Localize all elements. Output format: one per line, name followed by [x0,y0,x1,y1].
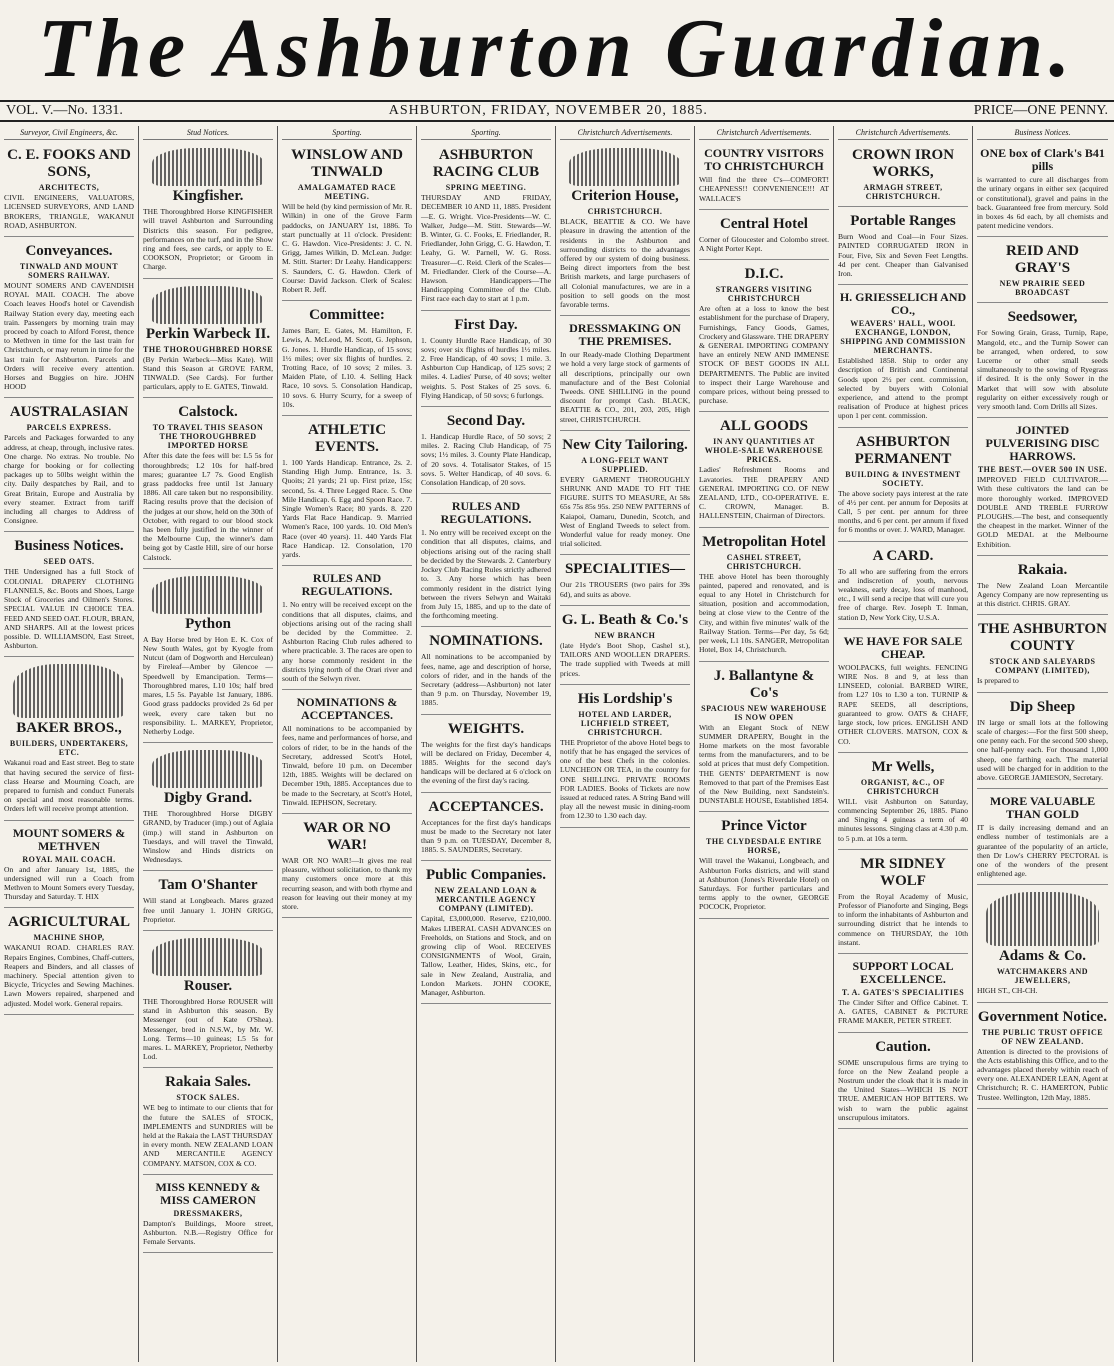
column-7 [834,126,973,1362]
ad-body: Will be held (by kind permission of Mr. R. Wilkin) in one of the Grove Farm paddocks, on JANUARY 1st, 1886. To start punctually at 11 o'clock. President: C. G. Hawdon. Vice-Presidents: J. C. N. Grigg, James Wilkin, D. McLean. Judge: M. Stitt. Starter: Dr Leahy. Handicappers: S. Saunders, C. G. Hawdon. Clerk of Course: David Jackson. Clerk of Scales: Robert R. Jeff. [282,202,412,295]
ad-title: New City Tailoring. [562,436,688,453]
column-header: Business Notices. [977,126,1108,140]
advertisement [560,143,690,316]
ad-body: For Sowing Grain, Grass, Turnip, Rape, Mangold, etc., and the Turnip Sower can be arranged, when ordered, to sow Lucerne or other small seeds simultaneously to the sowing of Ryegrass if desired. It is the only Sower in the Market that will sow with absolute regularity on either excessively rough or very smooth land. Corn Drills all Sizes. [977,328,1108,412]
advertisement [699,212,829,260]
ad-body: 1. No entry will be received except on the conditions that all disputes, claims, and objections arising out of the racing shall be decided by the Committee. 2. Ashburton Racing Club rules adhered to where practicable. 3. The races are open to any horse commonly resident in the districts lying north of the Orari river and south of the Selwyn river. [282,600,412,683]
ad-body: Ladies' Refreshment Rooms and Lavatories. THE DRAPERY AND GENERAL IMPORTING CO. OF NEW ZEALAND, LTD., CO-OPERATIVE. E. C. CROWN, Manager. B. HALLENSTEIN, Chairman of Directors. [699,465,829,521]
ad-body: 1. County Hurdle Race Handicap, of 30 sovs; over six flights of hurdles 1½ miles. 2. Free Handicap, of 40 sovs; 1 mile. 3. Ashburton Cup Handicap, of 125 sovs; 2 miles. 4. Ladies' Purse, of 40 sovs; welter weights. 5. Post Stakes of 25 sovs. 6. Flying Handicap, of 50 sovs; 6 furlongs. [421,335,551,400]
ad-title: Metropolitan Hotel [702,533,826,550]
ad-title: Business Notices. [14,538,124,555]
ad-body: Will find the three C's—COMFORT! CHEAPNESS!! CONVENIENCE!!! AT WALLACE'S [699,175,829,203]
ad-body: In our Ready-made Clothing Department we hold a very large stock of garments of all descriptions, principally our own manufacture and of the Best Colonial Tweeds. ONE SHILLING in the pound discount for prompt Cash. BLACK, BEATTIE & CO., 201, 203, 205, High street, CHRISTCHURCH. [560,350,690,424]
ad-subtitle: NEW ZEALAND LOAN & MERCANTILE AGENCY COMPANY (LIMITED). [434,886,538,914]
ad-title: WINSLOW AND TINWALD [291,147,403,181]
ad-body: is warranted to cure all discharges from the urinary organs in either sex (acquired or constitutional), gravel and pains in the back. Guaranteed free from mercury. Sold in boxes 4s 6d each, by all chemists and patent medicine vendors. [977,175,1108,231]
ad-body: WILL visit Ashburton on Saturday, commencing September 26, 1885. Piano and Singing 4 guineas a term of 40 minutes lessons. Singing class at 4.30 p.m. to 5 p.m. at 10s a term. [838,796,968,843]
ad-title: A CARD. [872,547,934,564]
advertisement [4,534,134,657]
masthead [0,0,1114,98]
ad-subtitle: CASHEL STREET, CHRISTCHURCH. [726,552,802,571]
advertisement [977,239,1108,303]
ad-body: Is prepared to [977,676,1019,686]
ad-title: Portable Ranges [850,213,956,230]
ad-body: The New Zealand Loan Mercantile Agency Company are now representing us at this district. CHRIS. GRAY. [977,580,1108,609]
ad-subtitle: AMALGAMATED RACE MEETING. [297,183,397,202]
ad-body: THE Undersigned has a full Stock of COLONIAL DRAPERY CLOTHING FLANNELS, &c. Boots and Shoes, Large Stock of Groceries and Oilmen's Stores. SPECIAL VALUE IN CHOICE TEA. FEED AND SEED OAT. FLOUR, BRAN, AND SHARPS. All at the lowest prices possible. D. WILLIAMSON, East Street, Ashburton. [4,567,134,651]
advertisement [838,852,968,954]
column-6 [695,126,834,1362]
engraving-illustration [152,148,264,186]
advertisement [421,795,551,862]
issue-date: ASHBURTON, FRIDAY, NOVEMBER 20, 1885. [388,103,708,118]
advertisement [282,568,412,690]
ad-body: WOOLPACKS, full weights. FENCING WIRE Nos. 8 and 9, at less than LINSEED, colonial. BARBED WIRE, from L27 10s to L30 a ton. TURNIP & RAPE SEEDS, all descriptions, guaranteed to grow. OATS & CHAFF, large stock, low prices. ENGLISH AND OTHER CLOVERS. MATSON, COX & CO. [838,662,968,746]
engraving-illustration [986,892,1099,946]
column-header: Sporting. [421,126,551,140]
ad-subtitle: ORGANIST, &C., OF CHRISTCHURCH [860,777,946,796]
advertisement [977,617,1108,692]
advertisement [282,303,412,416]
ad-subtitle: ARMAGH STREET, CHRISTCHURCH. [863,183,943,202]
ad-body: The Cinder Sifter and Office Cabinet. T. A. GATES, CABINET & PICTURE FRAME MAKER, PETER STREET. [838,997,968,1026]
advertisement [838,755,968,850]
advertisement [977,420,1108,556]
ad-title: WE HAVE FOR SALE CHEAP. [843,633,963,661]
advertisement [143,745,273,871]
ad-title: NOMINATIONS. [429,633,543,650]
advertisement [560,433,690,556]
ad-body: Parcels and Packages forwarded to any address, at cheap, through, inclusive rates. One charge. No extras. No trouble. No charge for booking or for collecting packages up to 50lbs weight within the city. Daily despatches by Rail, and to Great Britain, Europe and Australia by every steamer. Extract from tariff including all charges to Address of Consignee. [4,433,134,526]
ad-title: WAR OR NO WAR! [303,819,391,853]
ad-body: 1. 100 Yards Handicap. Entrance, 2s. 2. Standing High Jump. Entrance, 1s. 3. Quoits; 21 yards; 21 up. First prize, 15s; second, 5s. 4. Three Legged Race. 5. One Mile Handicap. 6. Egg and Spoon Race. 7. Single Women's Race; 80 yards. 8. 220 Yards Flat Race Handicap. 9. Married Women's Race, 100 yards. 10. Old Men's Race (over 40 years). 11. 440 Yards Flat Race Handicap. 12. Consolation, 170 yards. [282,458,412,560]
ad-title: C. E. FOOKS AND SONS, [7,147,131,181]
ad-body: On and after January 1st, 1885, the undersigned will run a Coach from Methven to Mount Somers every Tuesday, Thursday and Saturday. T. HIX [4,864,134,902]
ad-body: James Barr, E. Gates, M. Hamilton, F. Lewis, A. McLeod, M. Scott, G. Jephson, G. Jones. 1. Hurdle Handicap, of 15 sovs; 1½ miles; over six flights of hurdles. 2. Trotting Race, of 10 sovs; 2 miles. 3. Maiden Plate, of L10. 4. Selling Hack Race, 10 sovs. 5. Consolation Handicap, 10 sovs. 6. Hurry Scurry, for a sweep of 10s. [282,326,412,409]
advertisement [838,544,968,629]
ad-subtitle: NEW BRANCH [594,630,656,640]
ad-subtitle: WEAVERS' HALL, WOOL EXCHANGE, LONDON, SHIPPING AND COMMISSION MERCHANTS. [840,319,966,356]
ad-title: Rakaia Sales. [165,1074,251,1091]
ad-body: With an Elegant Stock of NEW SUMMER DRAPERY, Bought in the Home markets on the most favorable terms from the manufacturers, and to be sold at prices that must defy Competition. THE GENTS' DEPARTMENT is now Removed to that part of the Premises East of the New Building, next Sandstein's. DUNSTABLE HOUSE, Established 1854. [699,722,829,806]
ad-subtitle: CHRISTCHURCH. [587,207,663,217]
advertisement [421,629,551,714]
ad-title: MORE VALUABLE THAN GOLD [989,794,1096,822]
column-header: Christchurch Advertisements. [560,126,690,140]
engraving-illustration [152,576,264,614]
ad-title: Caution. [875,1038,931,1055]
advertisement [838,430,968,542]
ad-body: IMPROVED FIELD CULTIVATOR.—With these cultivators the land can be more thoroughly worked. IMPROVED DOUBLE AND TREBLE FURROW PLOUGHS.—The best, and consequently the cheapest in the market. Winner of the GOLD MEDAL at the Melbourne Exhibition. [977,475,1108,549]
advertisement [143,1070,273,1174]
ad-title: ACCEPTANCES. [428,798,544,815]
ad-title: MOUNT SOMERS & METHVEN [12,825,126,853]
advertisement [977,791,1108,885]
column-1 [0,126,139,1362]
ad-title: Second Day. [446,413,526,430]
column-2 [139,126,278,1362]
ad-body: Our 21s TROUSERS (two pairs for 39s 6d), and suits as above. [560,580,690,599]
ad-body: Capital, £3,000,000. Reserve, £210,000. Makes LIBERAL CASH ADVANCES on Freeholds, on Stations and Stock, and on growing clip of Wool. RECEIVES CONSIGNMENTS of Wool, Grain, Tallow, Leather, Hides, Skins, etc., for sale in New Zealand, Australia, and London Markets. JOHN COOKE, Manager, Ashburton. [421,914,551,997]
advertisement [977,887,1108,1002]
ad-subtitle: HOTEL AND LARDER, LICHFIELD STREET, CHRISTCHURCH. [578,709,672,737]
ad-subtitle: THE THOROUGHBRED HORSE [143,344,273,354]
advertisement [421,409,551,494]
ad-body: THURSDAY AND FRIDAY, DECEMBER 10 AND 11, 1885. President—E. G. Wright. Vice-Presidents—W. C. Walker, Judge—M. Stitt. Stewards—W. B. Winter, G. C. Fooks, E. Friedlander, R. Friedlander, John Grigg, C. G. Hawdon, T. Leahy, G. W. Parnell, W. G. Ross. Treasurer—C. Reid. Clerk of the Scales—M. Friedlander. Clerk of the Course—A. Hawson. Handicappers—The Handicapping Committee of the Club. First race each day to start at 1 p.m. [421,193,551,304]
ad-title: Dip Sheep [1009,698,1076,715]
ad-body: SOME unscrupulous firms are trying to force on the New Zealand people a Nostrum under the cloak that it is made in the United States—WHICH IS NOT TRUE. AMERICAN HOP BITTERS. We wish to warn the public against unscrupulous imitators. [838,1057,968,1122]
ad-title: WEIGHTS. [447,720,525,737]
engraving-illustration [13,664,125,718]
ad-title: NOMINATIONS & ACCEPTANCES. [296,695,398,723]
ad-body: From the Royal Academy of Music, Professor of Pianoforte and Singing, Begs to inform the inhabitants of Ashburton and surrounding district that he intends to commence on THURSDAY, the 10th instant. [838,891,968,947]
issue-price: PRICE—ONE PENNY. [973,103,1108,118]
ad-title: SPECIALITIES— [564,561,686,578]
ad-title: Rouser. [183,977,233,994]
ad-subtitle: T. A. GATES'S SPECIALITIES [841,987,965,997]
advertisement [421,143,551,310]
ad-title: His Lordship's [577,690,673,707]
ad-subtitle: NEW PRAIRIE SEED BROADCAST [999,279,1086,298]
ad-title: Perkin Warbeck II. [145,325,271,342]
ad-title: REID AND GRAY'S [1006,243,1079,277]
ad-title: BAKER BROS., [16,720,122,737]
ad-body: IT is daily increasing demand and an endless number of testimonials are a guarantee of the popularity of an article, then Dr Low's CHERRY PECTORAL is one of the wonders of the present enlightened age. [977,823,1108,879]
ad-subtitle: THE BEST.—OVER 500 IN USE. [977,465,1108,475]
ad-body: Will stand at Longbeach. Mares grazed free until January 1. JOHN GRIGG, Proprietor. [143,896,273,924]
ad-body: A Bay Horse bred by Hon E. K. Cox of New South Wales, got by Kyogle from Nutcut (dam of Dogworth and Herculean) by Fireleaf—Amber by Glencoe —Speedwell by Emancipation. Terms—Thoroughbred mares, L10 10s; half bred mares, L5 5s. Payable 1st January, 1886. Good grass paddocks provided 2s 6d per week, every care taken but no responsibility. L. MARKEY, Proprietor, Netherby Lodge. [143,634,273,736]
advertisement [838,956,968,1033]
ad-title: ASHBURTON RACING CLUB [432,147,540,181]
engraving-illustration [152,286,264,324]
ad-subtitle: PARCELS EXPRESS. [26,423,112,433]
advertisement [699,530,829,662]
column-4 [417,126,556,1362]
ad-subtitle: ROYAL MAIL COACH. [22,854,116,864]
ad-body: CIVIL ENGINEERS, VALUATORS, LICENSED SURVEYORS, AND LAND BROKERS, TRIANGLE, WAKANUI ROAD, ASHBURTON. [4,193,134,230]
ad-body: Dampton's Buildings, Moore street, Ashburton. N.B.—Registry Office for Female Servants. [143,1218,273,1247]
ad-body: WAKANUI ROAD. CHARLES RAY. Repairs Engines, Combines, Chaff-cutters, Reapers and Binders, and all classes of machinery. Special attention given to Bicycle, Tricycles and Sewing Machines. Lawn Mowers repaired, sharpened and adjusted. Model work. General repairs. [4,943,134,1008]
ad-body: WAR OR NO WAR!—It gives me real pleasure, without solicitation, to thank my many customers once more at this recurring season, and with both rhyme and reason for leaving out their money at my store. [282,855,412,911]
ad-title: Rakaia. [1017,561,1068,578]
dateline-bar [0,100,1114,122]
ad-subtitle: STOCK SALES. [176,1093,240,1103]
ad-title: CROWN IRON WORKS, [851,147,955,181]
advertisement [977,558,1108,616]
ad-subtitle: STOCK AND SALEYARDS COMPANY (LIMITED), [989,657,1096,676]
advertisement [143,1177,273,1254]
advertisement [838,143,968,207]
ad-subtitle: MACHINE SHOP, [33,933,105,943]
newspaper-title: The Ashburton Guardian. [37,2,1077,95]
ad-title: Adams & Co. [998,948,1087,965]
column-5 [556,126,695,1362]
ad-subtitle: ARCHITECTS, [38,183,100,193]
ad-title: Central Hotel [720,215,808,232]
advertisement [699,262,829,412]
advertisement [4,910,134,1014]
engraving-illustration [152,750,264,788]
ad-title: DRESSMAKING ON THE PREMISES. [569,321,681,349]
ad-subtitle: SPACIOUS NEW WAREHOUSE IS NOW OPEN [701,703,827,722]
advertisement [560,318,690,431]
advertisement [4,659,134,820]
ad-title: Criterion House, [571,188,679,205]
ad-body: The above society pays interest at the rate of 4½ per cent. per annum for Deposits at Call, 5 per cent. per annum for three months, and 6 per cent. per annum if fixed for 6 months or over. J. WARD, Manager. [838,488,968,535]
ad-title: ATHLETIC EVENTS. [307,422,387,456]
column-header: Stud Notices. [143,126,273,140]
ad-body: THE Thoroughbred Horse DIGBY GRAND, by Traducer (imp.) out of Aglaia (imp.) will stand in Ashburton on Tuesdays, and will travel the Tinwald, Winslow and Hinds districts on Wednesdays. [143,809,273,865]
ad-title: Government Notice. [977,1008,1108,1025]
advertisement [838,631,968,753]
ad-title: AUSTRALASIAN [9,404,129,421]
ad-title: ALL GOODS [720,418,808,435]
advertisement [699,414,829,527]
engraving-illustration [152,938,264,976]
ad-body: EVERY GARMENT THOROUGHLY SHRUNK AND MADE TO FIT THE FIGURE. SUITS TO MEASURE, At 58s 65s 75s 85s 95s. 250 NEW PATTERNS of Kaiapoi, Oamaru, Dunedin, Scotch, and West of England Tweeds to select from. Wonderful value for ready money. One trial solicited. [560,474,690,549]
ad-body: After this date the fees will be: L5 5s for thoroughbreds; L2 10s for half-bred mares; guarantee L7 7s. Good English grass paddocks free until 1st January 1886. All care taken but no responsibility. Racing results prove that the decision of the judges at our show, held on the 30th of October, with regard to our blood stock has been fully justified in the winner of the Melbourne Cup, the winner's dam being got by Castle Hill, sire of our horse Calstock. [143,451,273,562]
advertisement [699,814,829,918]
ad-title: Committee: [309,307,385,324]
advertisement [560,687,690,828]
advertisement [977,305,1108,418]
column-3 [278,126,417,1362]
ad-title: Tam O'Shanter [158,877,258,894]
advertisement [282,143,412,301]
engraving-illustration [569,148,681,186]
ad-subtitle: BUILDING & INVESTMENT SOCIETY. [845,469,961,488]
advertisement [143,400,273,568]
ad-subtitle: THE CLYDESDALE ENTIRE HORSE, [705,837,822,856]
ad-body: MOUNT SOMERS AND CAVENDISH ROYAL MAIL COACH. The above Coach leaves Hood's hotel or Cavendish Railway Station every day, meeting each train. Passengers by morning train may proceed by coach to Alford Forest, thence to Methven in time for the last train for Christchurch, or may return in time for the last train for Ashburton. Parcels and Orders will receive every attention. Horses and Buggies on hire. JOHN HOOD [4,281,134,392]
ad-title: First Day. [454,316,518,333]
ad-subtitle: STRANGERS VISITING CHRISTCHURCH [715,285,813,304]
ad-body: Are often at a loss to know the best establishment for the purchase of Drapery, Furnishings, Fancy Goods, Games, Crockery and Glassware. THE DRAPERY & GENERAL IMPORTING COMPANY have an entirely NEW AND IMMENSE STOCK OF BEST GOODS IN ALL DEPARTMENTS. The Public are invited to inspect their Large Warehouse and compare prices, without being pressed to purchase. [699,304,829,406]
ad-subtitle: WATCHMAKERS AND JEWELLERS, [996,967,1089,986]
ad-title: Python [185,615,231,632]
advertisement [282,692,412,814]
ad-body: All nominations to be accompanied by fees, name, age and description of horse, colors of rider, and in the hands of the Secretary (address—Ashburton) not later than 9 p.m. on Thursday, November 19, 1885. [421,652,551,708]
ad-subtitle: SEED OATS. [43,557,95,567]
advertisement [977,1005,1108,1109]
advertisement [699,664,829,813]
advertisement [421,496,551,627]
ad-title: RULES AND REGULATIONS. [301,571,393,599]
advertisement [143,571,273,743]
column-header: Christchurch Advertisements. [838,126,968,140]
ad-title: Digby Grand. [163,790,253,807]
ad-body: WE beg to intimate to our clients that for the future the SALES of STOCK, IMPLEMENTS and SUNDRIES will be held at the Rakaia the LAST THURSDAY in every month. NEW ZEALAND LOAN AND MERCANTILE AGENCY COMPANY. MATSON, COX & CO. [143,1103,273,1168]
advertisement [4,143,134,237]
ad-body: To all who are suffering from the errors and indiscretion of youth, nervous weakness, early decay, loss of manhood, etc., I will send a recipe that will cure you free of charge. Rev. Joseph T. Inman, station D, New York City, U.S.A. [838,566,968,622]
ad-body: Established 1858. Ship to order any description of British and Continental Goods upon 2½ per cent. commission, selected by buyers with Colonial experience, and attend to the prompt realisation of Produce at highest prices upon 1 per cent. commission. [838,356,968,421]
ad-body: THE Thoroughbred Horse KINGFISHER will travel Ashburton and Surrounding Districts this season. For pedigree, performances on the turf, and in the Show ring and fees, see cards, or apply to E. COOKSON, Proprietor; or Groom in Charge. [143,207,273,272]
ad-body: 1. No entry will be received except on the condition that all disputes, claims, and objections arising out of the racing shall be decided by the Stewards. 2. Canterbury Jockey Club Racing Rules strictly adhered to. 3. Any horse which has been commonly resident in the district lying between the rivers Selwyn and Waitaki from July 15, 1885, and up to the date of the forthcoming meeting. [421,528,551,621]
ad-title: G. L. Beath & Co.'s [561,611,689,628]
advertisement [143,933,273,1068]
advertisement [282,816,412,918]
advertisement [4,239,134,398]
columns-container [0,126,1114,1362]
ad-title: JOINTED PULVERISING DISC HARROWS. [985,423,1100,464]
ad-title: SUPPORT LOCAL EXCELLENCE. [852,958,954,986]
advertisement [838,209,968,285]
column-header: Surveyor, Civil Engineers, &c. [4,126,134,140]
ad-body: (By Perkin Warbeck—Miss Kate). Will Stand this Season at GROVE FARM, TINWALD. (See Cards). For further particulars, apply to E. GATES, Tinwald. [143,354,273,392]
ad-subtitle: THE PUBLIC TRUST OFFICE OF NEW ZEALAND. [981,1027,1104,1046]
advertisement [977,695,1108,789]
ad-title: MISS KENNEDY & MISS CAMERON [155,1179,261,1207]
ad-title: Conveyances. [25,243,113,260]
advertisement [421,313,551,407]
ad-title: Mr Wells, [871,758,935,775]
ad-body: (late Hyde's Boot Shop, Cashel st.), TAILORS AND WOOLLEN DRAPERS. The trade supplied with Tweeds at mill prices. [560,640,690,678]
ad-title: COUNTRY VISITORS TO CHRISTCHURCH [704,146,824,174]
advertisement [838,287,968,427]
ad-subtitle: TO TRAVEL THIS SEASON THE THOROUGHBRED IMPORTED HORSE [152,423,264,451]
ad-body: Will travel the Wakanui, Longbeach, and Ashburton Forks districts, and will stand at Ashburton (Jones's Riverdale Hotel) on Saturdays. For further particulars and terms apply to the owner, GEORGE POCOCK, Proprietor. [699,856,829,912]
ad-title: Calstock. [178,404,238,421]
ad-body: THE Thoroughbred Horse ROUSER will stand in Ashburton this season. By Messenger (out of Kate O'Shea). Messenger, bred in N.S.W., by Mr. W. Long. Terms—10 guineas; L5 5s for mares. L. MARKEY, Proprietor, Netherby Lod. [143,996,273,1062]
ad-body: Attention is directed to the provisions of the Acts establishing this Office, and to the advantages placed thereby within reach of every one. ALEXANDER LEAN, Agent at Christchurch; R. C. HAMERTON, Public Trustee. Wellington, 12th May, 1885. [977,1046,1108,1102]
advertisement [838,1035,968,1129]
ad-body: Acceptances for the first day's handicaps must be made to the Secretary not later than 9 p.m. on TUESDAY, December 8, 1885. S. SAUNDERS, Secretary. [421,817,551,855]
ad-title: THE ASHBURTON COUNTY [978,621,1107,655]
advertisement [4,400,134,532]
advertisement [282,418,412,566]
ad-subtitle: DRESSMAKERS, [173,1208,243,1218]
advertisement [4,823,134,909]
ad-body: BLACK, BEATTIE & CO. We have pleasure in drawing the attention of the residents in the Ashburton and surrounding districts to the advantages offered by our system of doing business. Being direct importers from the best British markets, and large purchasers of all Colonial manufactures, we are in a position to sell goods on the most favorable terms. [560,217,690,310]
ad-body: The weights for the first day's handicaps will be declared on Friday, December 4, 1885. Weights for the second day's handicaps will be declared at 6 o'clock on the evening of the first day's racing. [421,739,551,786]
ad-body: THE above Hotel has been thoroughly painted, papered and renovated, and is equal to any Hotel in Christchurch for situation, position and accommodation, being at close view to the Centre of the City, and within five minutes' walk of the Railway Station. Terms—Per day, 5s 6d; per week, L1 10s. SANGER, Metropolitan Hotel, Box 14, Christchurch. [699,571,829,655]
advertisement [699,143,829,210]
ad-subtitle: SPRING MEETING. [445,183,527,193]
column-header: Christchurch Advertisements. [699,126,829,140]
advertisement [143,143,273,278]
ad-title: AGRICULTURAL [8,914,130,931]
ad-title: MR SIDNEY WOLF [860,855,946,889]
volume-number: VOL. V.—No. 1331. [6,103,123,118]
advertisement [560,557,690,605]
advertisement [560,608,690,685]
advertisement [977,143,1108,237]
ad-subtitle: BUILDERS, UNDERTAKERS, ETC. [9,739,129,758]
ad-title: RULES AND REGULATIONS. [440,499,532,527]
ad-title: Public Companies. [425,867,546,884]
column-8 [973,126,1112,1362]
ad-body: Wakanui road and East street. Beg to state that having secured the service of first-class Hearse and Mourning Coach, are prepared to furnish and conduct Funerals on special and most reasonable terms. Orders left will receive prompt attention. [4,758,134,814]
advertisement [143,873,273,931]
ad-body: IN large or small lots at the following scale of charges:—For the first 500 sheep, one penny each. For the second 500 sheep, one half-penny each. For thousand 1,000 sheep, one farthing each. The material used will be charged for in addition to the above. GEORGE JAMIESON, Secretary. [977,717,1108,782]
advertisement [421,863,551,1004]
ad-title: Seedsower, [1007,309,1078,326]
ad-title: H. GRIESSELICH AND CO., [839,290,967,318]
ad-title: Prince Victor [721,818,807,835]
ad-body: All nominations to be accompanied by fees, name and performances of horse, and colors of rider, to be in the hands of the Secretary, addressed Scott's Hotel, Tinwald, before 10 p.m. on December 12th, 1885. Weights will be declared on December 19th, 1885. Acceptances due to be made to the Secretary, at Scott's Hotel, Tinwald. IEPHSON, Secretary. [282,724,412,807]
ad-body: 1. Handicap Hurdle Race, of 50 sovs; 2 miles. 2. Racing Club Handicap, of 75 sovs; 1½ miles. 3. County Plate Handicap, of 20 sovs. 4. Totalisator Stakes, of 15 sovs. 5. Welter Handicap, of 40 sovs. 6. Consolation Handicap, of 20 sovs. [421,432,551,488]
column-header: Sporting. [282,126,412,140]
ad-subtitle: TINWALD AND MOUNT SOMERS RAILWAY. [19,262,119,281]
ad-body: HIGH ST., CH-CH. [977,986,1038,996]
ad-title: J. Ballantyne & Co's [713,667,815,701]
ad-body: THE Proprietor of the above Hotel begs to notify that he has engaged the services of one of the best Chefs in the colonies. LUNCHEON OR TEA, in the country for ONE SHILLING. PRIVATE ROOMS FOR LADIES. Books of Tickets are now issued at reduced rates. A String Band will play all the newest music in dining-room from 12.30 to 1.30 each day. [560,737,690,821]
ad-title: D.I.C. [744,266,784,283]
ad-subtitle: IN ANY QUANTITIES AT WHOLE-SALE WAREHOUSE PRICES. [704,437,824,465]
advertisement [143,281,273,399]
ad-subtitle: A LONG-FELT WANT SUPPLIED. [581,455,669,474]
ad-title: ONE box of Clark's B41 pills [980,146,1105,174]
ad-title: Kingfisher. [172,188,244,205]
ad-body: Corner of Gloucester and Colombo street. A Night Porter Kept. [699,234,829,254]
advertisement [421,717,551,793]
ad-body: Burn Wood and Coal—in Four Sizes. PAINTED CORRUGATED IRON in Four, Five, Six and Seven Feet Lengths. 4d per cent. Cheaper than Galvanised Iron. [838,232,968,279]
ad-title: ASHBURTON PERMANENT [854,433,952,467]
